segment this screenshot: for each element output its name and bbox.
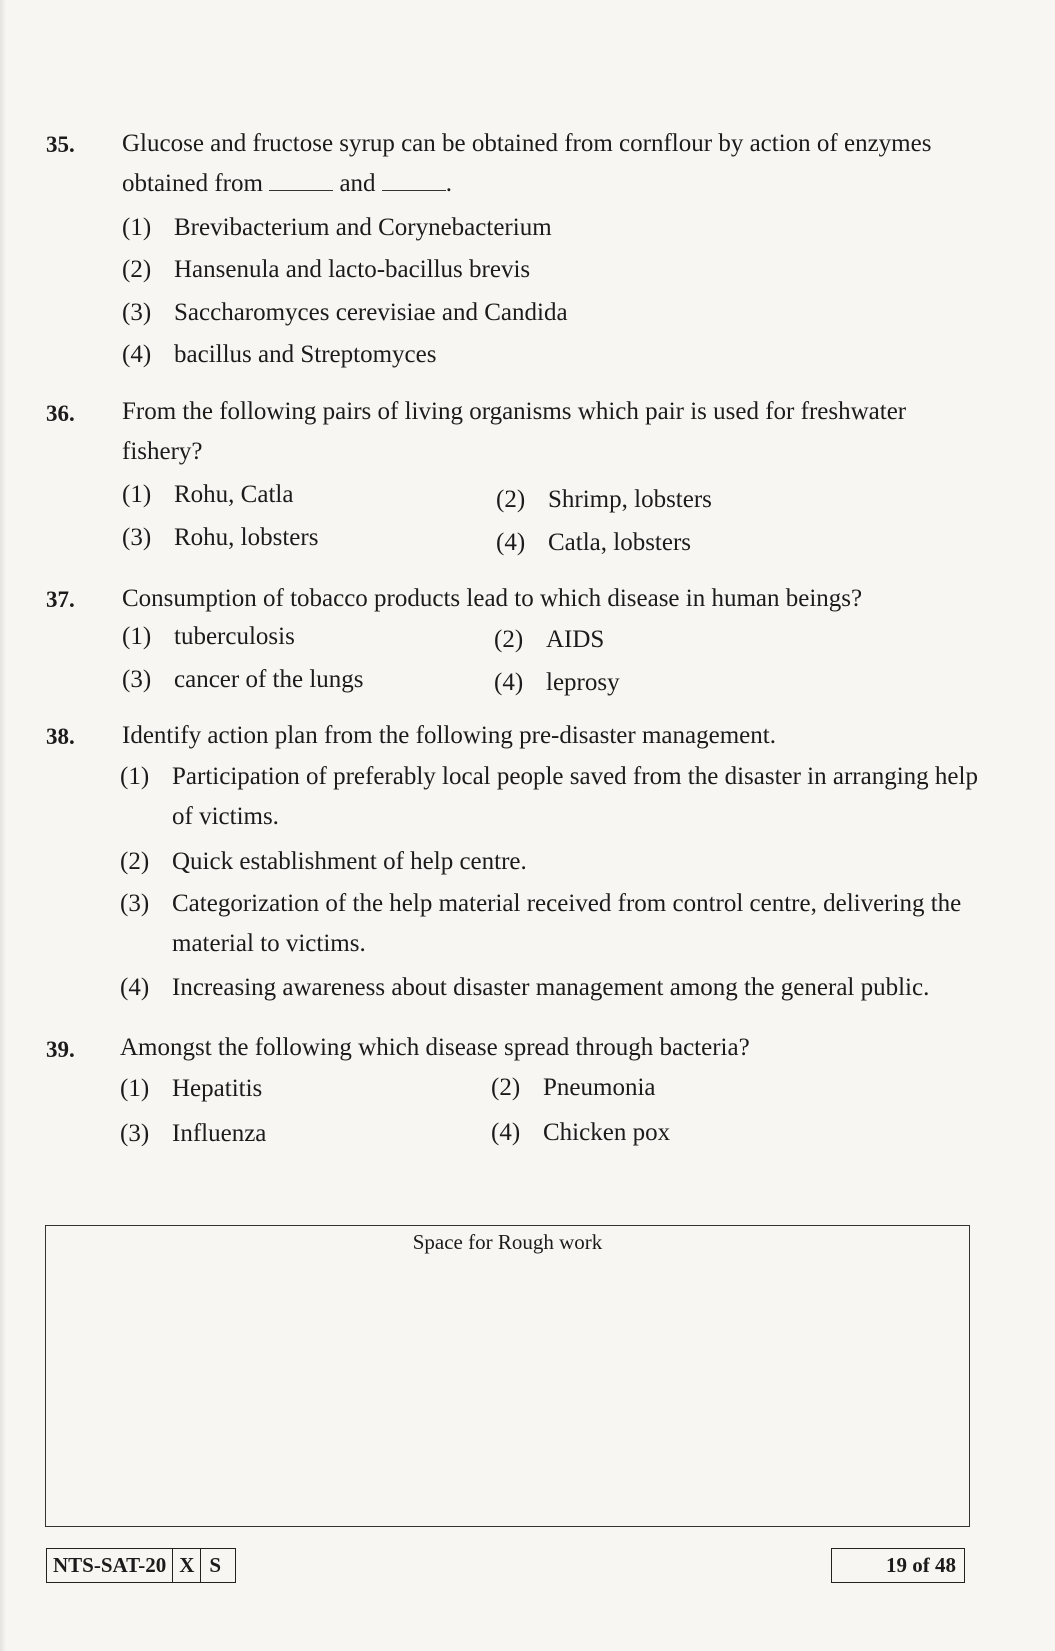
option-number: (2) [494,626,524,653]
page-edge-shadow [0,0,6,1651]
option-number: (4) [491,1119,521,1146]
option-number: (3) [122,524,152,551]
option-text: Chicken pox [543,1119,671,1146]
option-text: Catla, lobsters [548,529,692,556]
option-number: (2) [120,848,150,875]
option-text: Quick establishment of help centre. [172,848,527,875]
question-text: From the following pairs of living organisms which pair is used for freshwater fishery? [122,398,907,465]
question-text: Identify action plan from the following pre-disaster management. [122,722,776,749]
option-text: Rohu, lobsters [174,524,319,551]
option-text: Hansenula and lacto-bacillus brevis [174,256,531,283]
question-number: 35. [46,132,75,157]
option-number: (1) [120,1075,150,1102]
option-text: Categorization of the help material received from control centre, delivering the material to victims. [172,890,962,957]
option-number: (4) [120,974,150,1001]
question-text-part: . [445,170,453,197]
option-number: (2) [122,256,152,283]
option-number: (2) [496,486,526,513]
question-number: 37. [46,587,75,612]
question-number: 38. [46,724,75,749]
rough-work-box [45,1225,970,1527]
option-number: (2) [491,1074,521,1101]
option-number: (3) [120,890,150,917]
option-text: Rohu, Catla [174,481,294,508]
option-text: tuberculosis [174,623,295,650]
option-text: Saccharomyces cerevisiae and Candida [174,299,568,326]
option-text: Influenza [172,1120,267,1147]
page-number: 19 of 48 [886,1553,956,1577]
option-text: bacillus and Streptomyces [174,341,437,368]
option-text: Increasing awareness about disaster management among the general public. [172,974,930,1001]
paper-code-box [46,1548,236,1583]
option-number: (3) [122,666,152,693]
question-text [122,124,987,204]
option-number: (3) [122,299,152,326]
option-number: (1) [122,214,152,241]
option-text: Shrimp, lobsters [548,486,712,513]
answer-blank [382,168,446,191]
subject-code: S [209,1553,222,1577]
paper-code: NTS-SAT-20 [47,1549,173,1582]
option-text: leprosy [546,669,620,696]
rough-work-title: Space for Rough work [412,1230,603,1254]
question-number: 36. [46,401,75,426]
class-code: X [173,1549,201,1582]
question-number: 39. [46,1037,75,1062]
option-number: (1) [122,481,152,508]
question-text-part: and [333,170,382,197]
question-text: Amongst the following which disease spread through bacteria? [120,1034,750,1061]
option-text: Hepatitis [172,1075,263,1102]
option-text: Pneumonia [543,1074,656,1101]
option-number: (4) [122,341,152,368]
question-text-part: Glucose and fructose syrup can be obtained from cornflour by action of enzymes obtained from [122,130,932,197]
answer-blank [269,168,333,191]
option-number: (4) [496,529,526,556]
option-number: (3) [120,1120,150,1147]
option-number: (1) [120,763,150,790]
option-text: Brevibacterium and Corynebacterium [174,214,552,241]
option-text: Participation of preferably local people saved from the disaster in arranging help of victims. [172,763,978,830]
option-text: cancer of the lungs [174,666,364,693]
option-text: AIDS [546,626,605,653]
option-number: (4) [494,669,524,696]
question-text: Consumption of tobacco products lead to which disease in human beings? [122,585,863,612]
option-number: (1) [122,623,152,650]
page-number-box [831,1548,965,1583]
